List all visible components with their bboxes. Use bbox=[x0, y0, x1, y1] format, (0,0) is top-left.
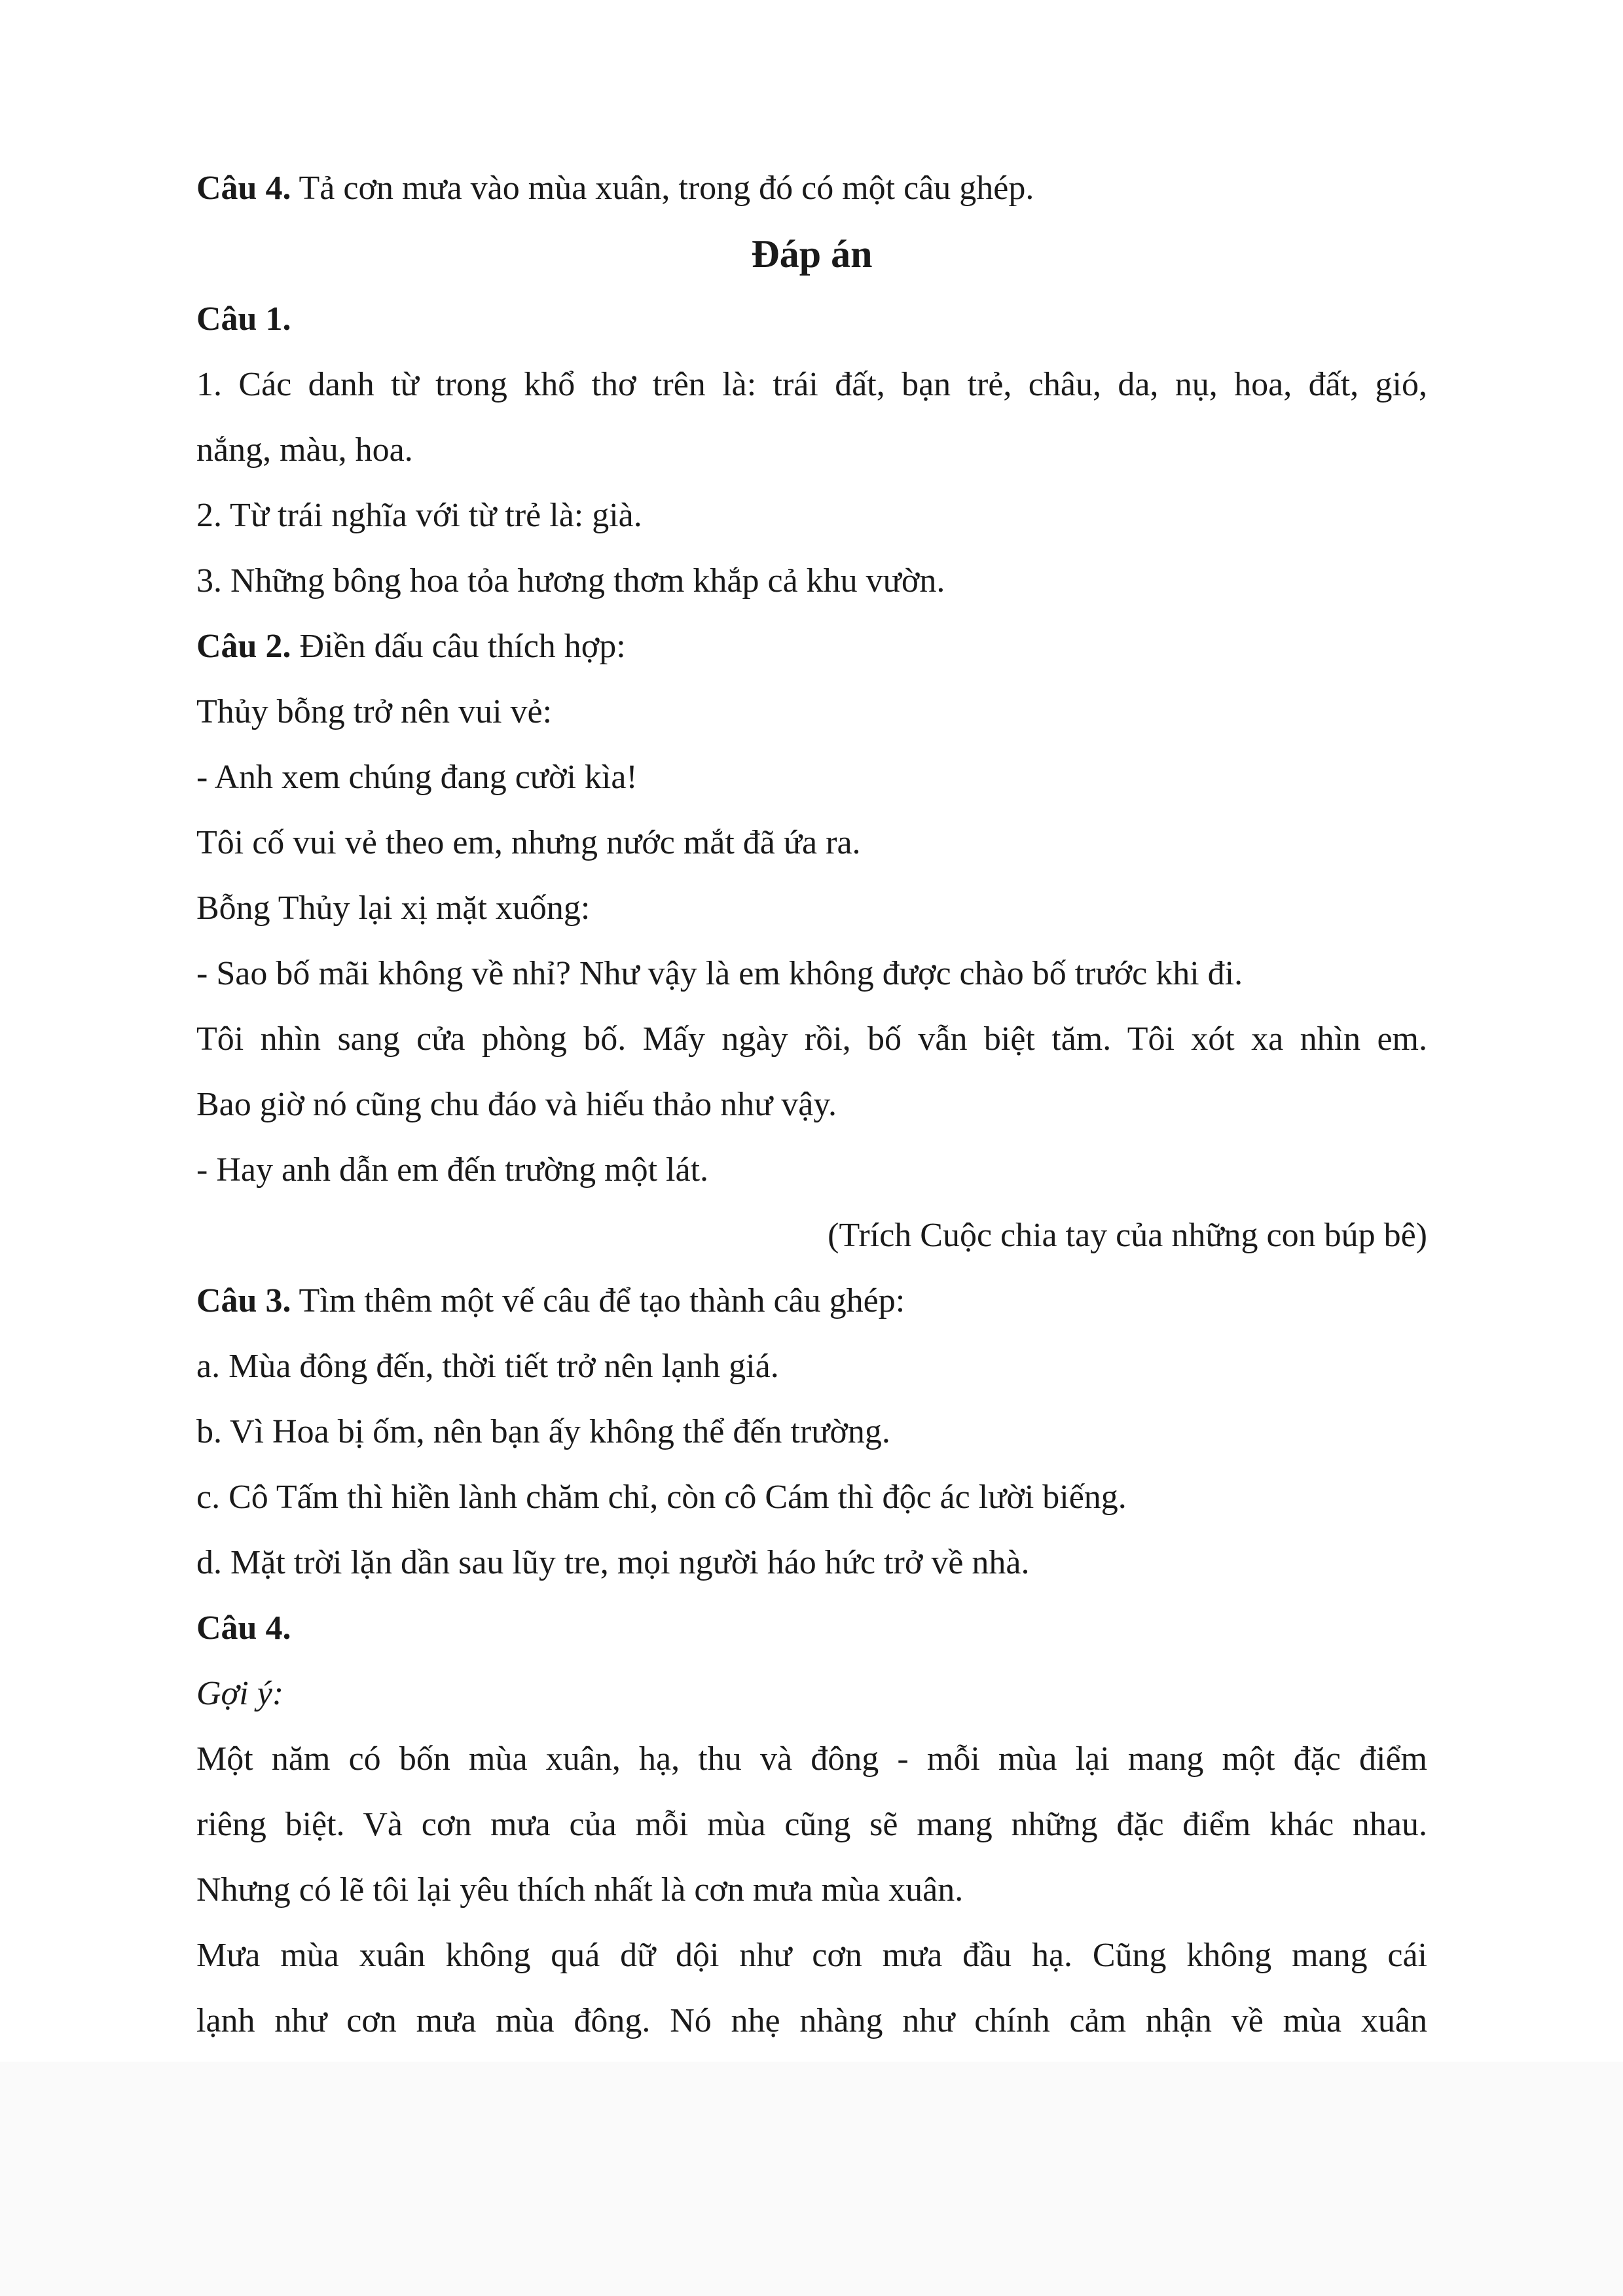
cau-2-intro: Điền dấu câu thích hợp: bbox=[291, 628, 626, 665]
cau-2-line: Tôi nhìn sang cửa phòng bố. Mấy ngày rồi, bố vẫn biệt tăm. Tôi xót xa nhìn em. bbox=[196, 1020, 1427, 1058]
cau-3-heading bbox=[196, 1268, 1427, 1334]
cau-3-item: c. Cô Tấm thì hiền lành chăm chỉ, còn cô Cám thì độc ác lười biếng. bbox=[196, 1479, 1127, 1516]
cau-1-line-2: nắng, màu, hoa. bbox=[196, 431, 413, 469]
cau-2-line: Tôi cố vui vẻ theo em, nhưng nước mắt đã ứa ra. bbox=[196, 824, 861, 861]
cau-2-line: Bao giờ nó cũng chu đáo và hiếu thảo như vậy. bbox=[196, 1086, 837, 1123]
cau-2-line: - Anh xem chúng đang cười kìa! bbox=[196, 759, 638, 796]
cau-2-line: - Sao bố mãi không về nhỉ? Như vậy là em không được chào bố trước khi đi. bbox=[196, 955, 1243, 992]
cau-2-line: Bỗng Thủy lại xị mặt xuống: bbox=[196, 889, 591, 927]
document-content bbox=[196, 156, 1427, 2054]
cau-2-label: Câu 2. bbox=[196, 628, 291, 665]
cau-2-heading bbox=[196, 614, 1427, 679]
cau-4-paragraph-1-line: Một năm có bốn mùa xuân, hạ, thu và đông - mỗi mùa lại mang một đặc điểm bbox=[196, 1740, 1427, 1778]
answer-heading: Đáp án bbox=[751, 232, 873, 276]
cau-4-paragraph-2-line: lạnh như cơn mưa mùa đông. Nó nhẹ nhàng như chính cảm nhận về mùa xuân bbox=[196, 2002, 1427, 2039]
cau-4-paragraph-1-line: riêng biệt. Và cơn mưa của mỗi mùa cũng sẽ mang những đặc điểm khác nhau. bbox=[196, 1806, 1427, 1843]
cau-1-label: Câu 1. bbox=[196, 300, 291, 338]
cau-2-line: Thủy bỗng trở nên vui vẻ: bbox=[196, 693, 553, 730]
cau-1-line-4: 3. Những bông hoa tỏa hương thơm khắp cả khu vườn. bbox=[196, 562, 945, 600]
cau-2-line: - Hay anh dẫn em đến trường một lát. bbox=[196, 1151, 709, 1189]
page-footer-blank bbox=[0, 2062, 1623, 2296]
cau-4-label: Câu 4. bbox=[196, 1609, 291, 1647]
cau-1-line-1: 1. Các danh từ trong khổ thơ trên là: trái đất, bạn trẻ, châu, da, nụ, hoa, đất, gió, bbox=[196, 366, 1427, 403]
cau-4-paragraph-2-line: Mưa mùa xuân không quá dữ dội như cơn mưa đầu hạ. Cũng không mang cái bbox=[196, 1937, 1427, 1974]
cau-3-item: d. Mặt trời lặn dần sau lũy tre, mọi người háo hức trở về nhà. bbox=[196, 1544, 1030, 1581]
cau-4-hint: Gợi ý: bbox=[196, 1675, 284, 1712]
cau-4-paragraph-1-line: Nhưng có lẽ tôi lại yêu thích nhất là cơn mưa mùa xuân. bbox=[196, 1871, 964, 1909]
question-4-prompt bbox=[196, 156, 1427, 221]
cau-1-line-3: 2. Từ trái nghĩa với từ trẻ là: già. bbox=[196, 497, 642, 534]
cau-2-source: (Trích Cuộc chia tay của những con búp bê) bbox=[828, 1217, 1427, 1254]
cau-3-intro: Tìm thêm một vế câu để tạo thành câu ghép: bbox=[291, 1282, 905, 1319]
cau-3-item: a. Mùa đông đến, thời tiết trở nên lạnh giá. bbox=[196, 1348, 779, 1385]
cau-3-label: Câu 3. bbox=[196, 1282, 291, 1319]
question-4-text: Tả cơn mưa vào mùa xuân, trong đó có một câu ghép. bbox=[291, 170, 1034, 207]
cau-3-item: b. Vì Hoa bị ốm, nên bạn ấy không thể đến trường. bbox=[196, 1413, 890, 1450]
question-4-label: Câu 4. bbox=[196, 170, 291, 207]
